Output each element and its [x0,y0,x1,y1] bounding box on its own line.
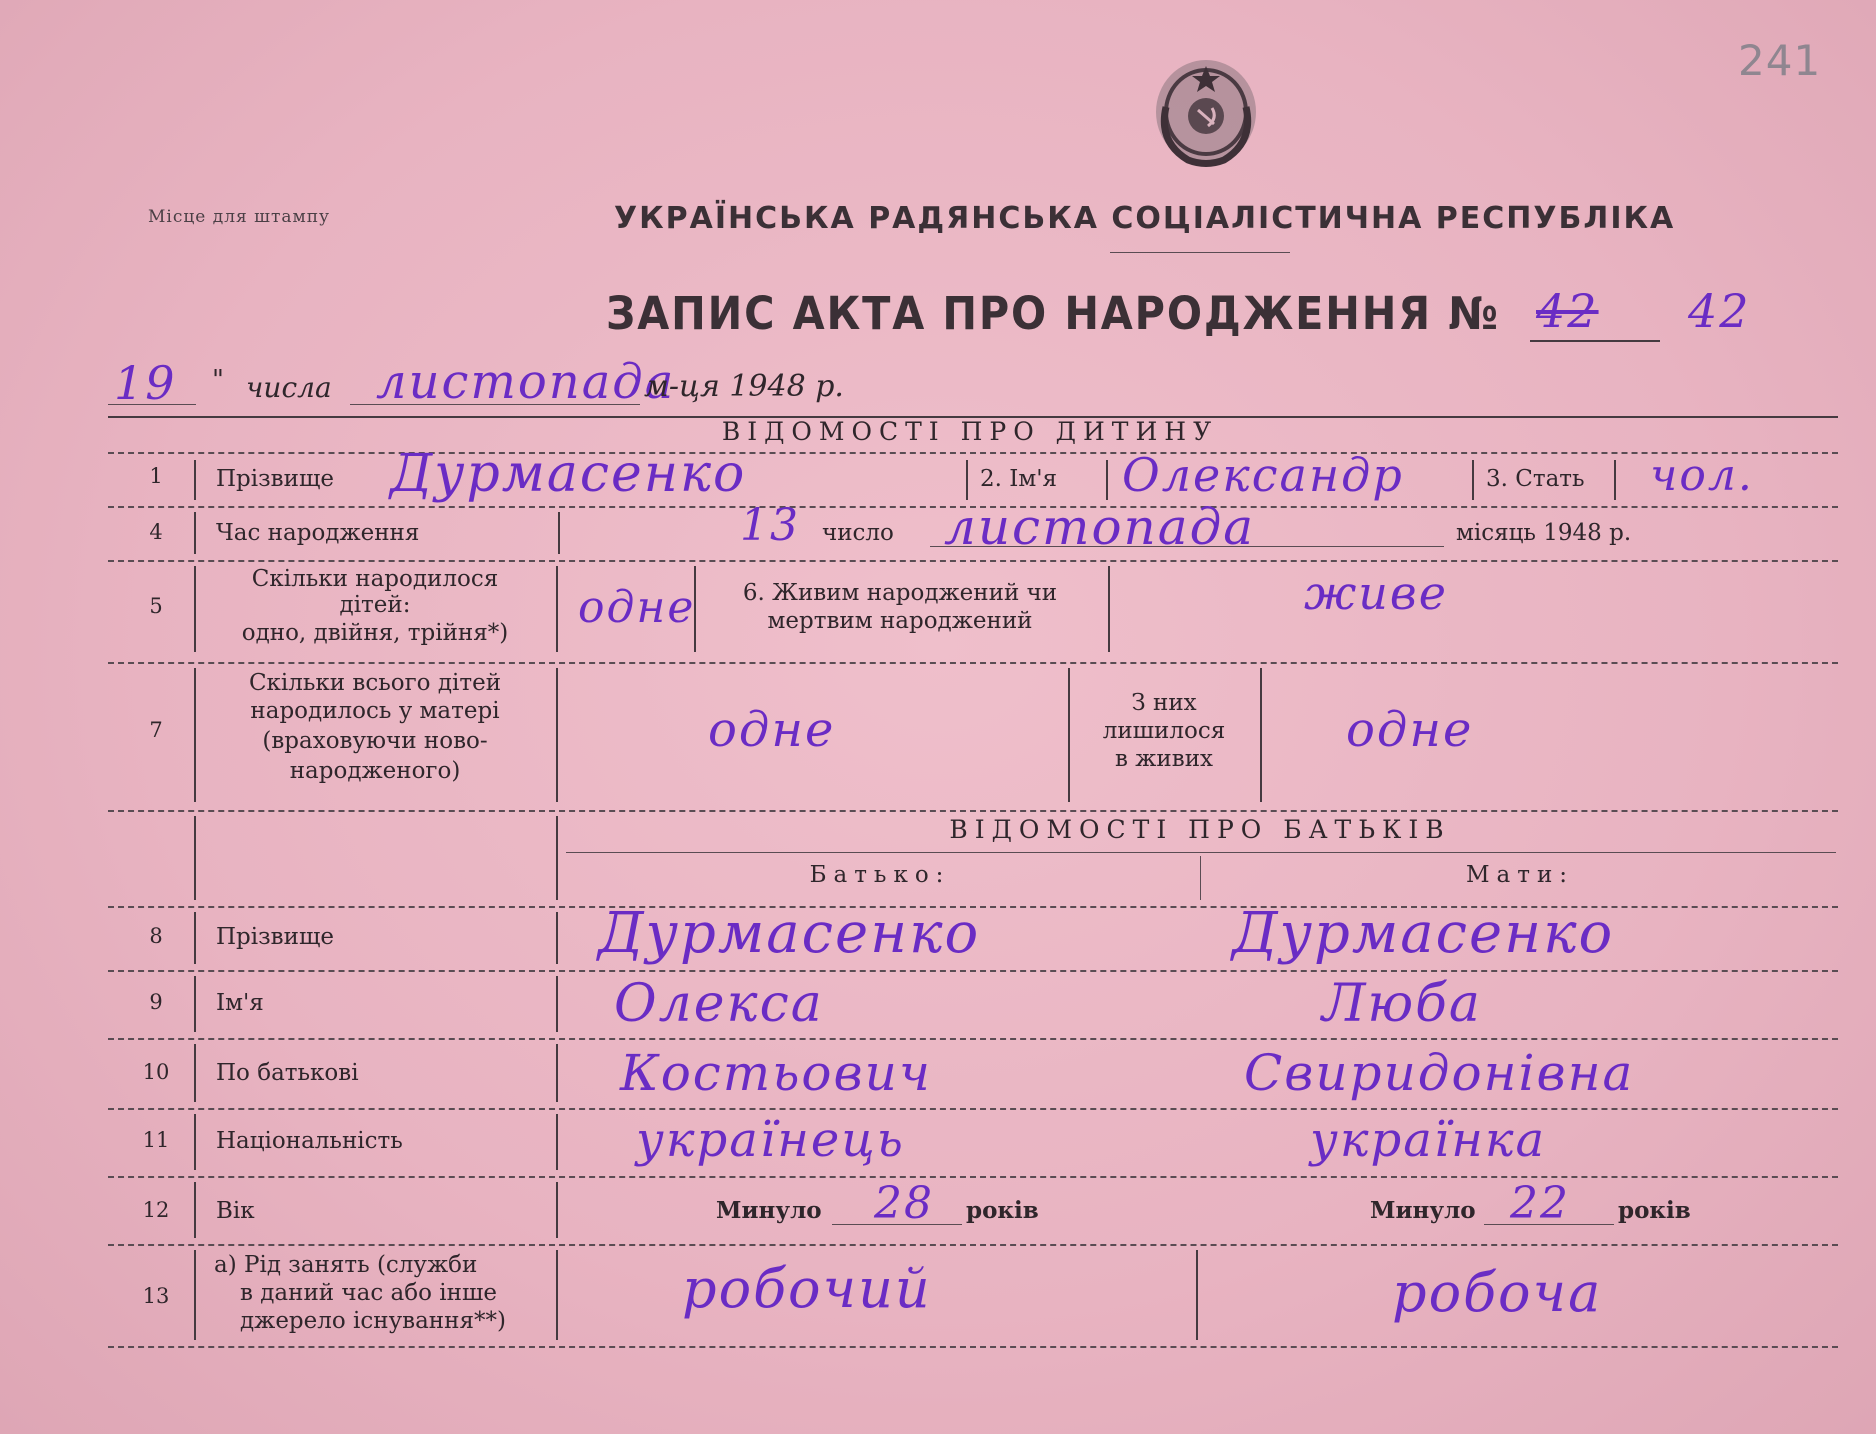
child-surname: Дурмасенко [390,444,747,504]
living-value: одне [1346,702,1474,758]
row-number: 11 [142,1128,170,1152]
row-number: 13 [142,1284,170,1308]
father-age-years: років [966,1197,1039,1224]
row-number: 4 [149,520,163,544]
alive-or-dead-label-1: 6. Живим народжений чи [742,580,1058,606]
living-label-3: в живих [1115,746,1213,772]
nationality-label: Національність [216,1128,403,1154]
child-sex: чол. [1650,450,1754,501]
record-month: листопада [376,354,676,410]
row-number: 7 [149,718,163,742]
month-suffix: м-ця 1948 р. [644,369,844,404]
state-emblem-icon [1148,52,1264,170]
father-name: Олекса [614,974,824,1034]
birth-time-label: Час народження [216,520,420,546]
row-number: 1 [149,464,163,488]
alive-or-dead-value: живе [1304,566,1448,620]
mother-age: 22 [1510,1178,1570,1229]
living-label-2: лишилося [1102,718,1226,744]
father-nationality: українець [636,1112,905,1168]
father-age: 28 [874,1178,934,1229]
occupation-label-1: а) Рід занять (служби [214,1252,478,1278]
record-number-crossed: 42 [1536,284,1599,338]
living-label-1: З них [1131,690,1197,716]
mother-age-passed: Минуло [1370,1197,1476,1224]
month-year-label: місяць 1948 р. [1456,520,1632,546]
mother-patronymic: Свиридонівна [1244,1044,1635,1102]
chyslo-label: число [822,520,894,546]
alive-or-dead-label-2: мертвим народжений [767,608,1033,634]
children-born-value: одне [578,582,696,633]
child-section-title: ВІДОМОСТІ ПРО ДИТИНУ [721,417,1219,446]
total-children-value: одне [708,702,836,758]
total-children-label-2: народилось у матері [250,698,500,724]
children-born-label-2: дітей: [339,592,411,618]
birth-month: листопада [944,498,1256,556]
republic-title: УКРАЇНСЬКА РАДЯНСЬКА СОЦІАЛІСТИЧНА РЕСПУБЛІКА [614,201,1676,236]
mother-nationality: українка [1310,1112,1547,1168]
row-number: 10 [142,1060,170,1084]
document-title: ЗАПИС АКТА ПРО НАРОДЖЕННЯ № [606,287,1500,340]
record-day: 19 [114,356,177,410]
row-number: 5 [149,594,163,618]
republic-underline [1110,252,1290,253]
occupation-label-2: в даний час або інше [240,1280,497,1306]
children-born-label-1: Скільки народилося [251,566,499,592]
father-surname-label: Прізвище [216,924,334,950]
children-born-label-3: одно, двійня, трійня*) [241,620,509,646]
father-surname: Дурмасенко [598,901,981,966]
mother-name: Люба [1322,974,1482,1034]
stamp-place-label: Місце для штампу [148,207,331,227]
quote-mark: " [212,365,224,395]
mother-column-label: Мати: [1465,862,1575,888]
patronymic-label: По батькові [216,1060,359,1086]
father-age-passed: Минуло [716,1197,822,1224]
child-sex-label: 3. Стать [1486,466,1585,492]
record-number-line [1530,340,1660,342]
child-name-label: 2. Ім'я [980,466,1058,492]
father-occupation: робочий [682,1257,932,1320]
age-label: Вік [216,1198,255,1224]
child-surname-label: Прізвище [216,466,334,492]
occupation-label-3: джерело існування**) [240,1308,506,1334]
total-children-label-4: народженого) [289,758,461,784]
row-number: 12 [142,1198,170,1222]
chysla-label: числа [246,371,332,404]
father-patronymic: Костьович [620,1044,932,1102]
name-label: Ім'я [216,990,264,1016]
archive-page-number: 241 [1738,36,1822,85]
record-number: 42 [1688,284,1751,338]
total-children-label-3: (враховуючи ново- [262,728,488,754]
mother-age-years: років [1618,1197,1691,1224]
row-number: 8 [149,924,163,948]
child-name: Олександр [1122,448,1404,502]
father-column-label: Батько: [809,862,951,888]
parents-section-title: ВІДОМОСТІ ПРО БАТЬКІВ [949,815,1451,844]
mother-occupation: робоча [1392,1261,1603,1324]
total-children-label-1: Скільки всього дітей [248,670,502,696]
row-number: 9 [149,990,163,1014]
birth-day: 13 [740,500,800,551]
mother-surname: Дурмасенко [1232,901,1615,966]
